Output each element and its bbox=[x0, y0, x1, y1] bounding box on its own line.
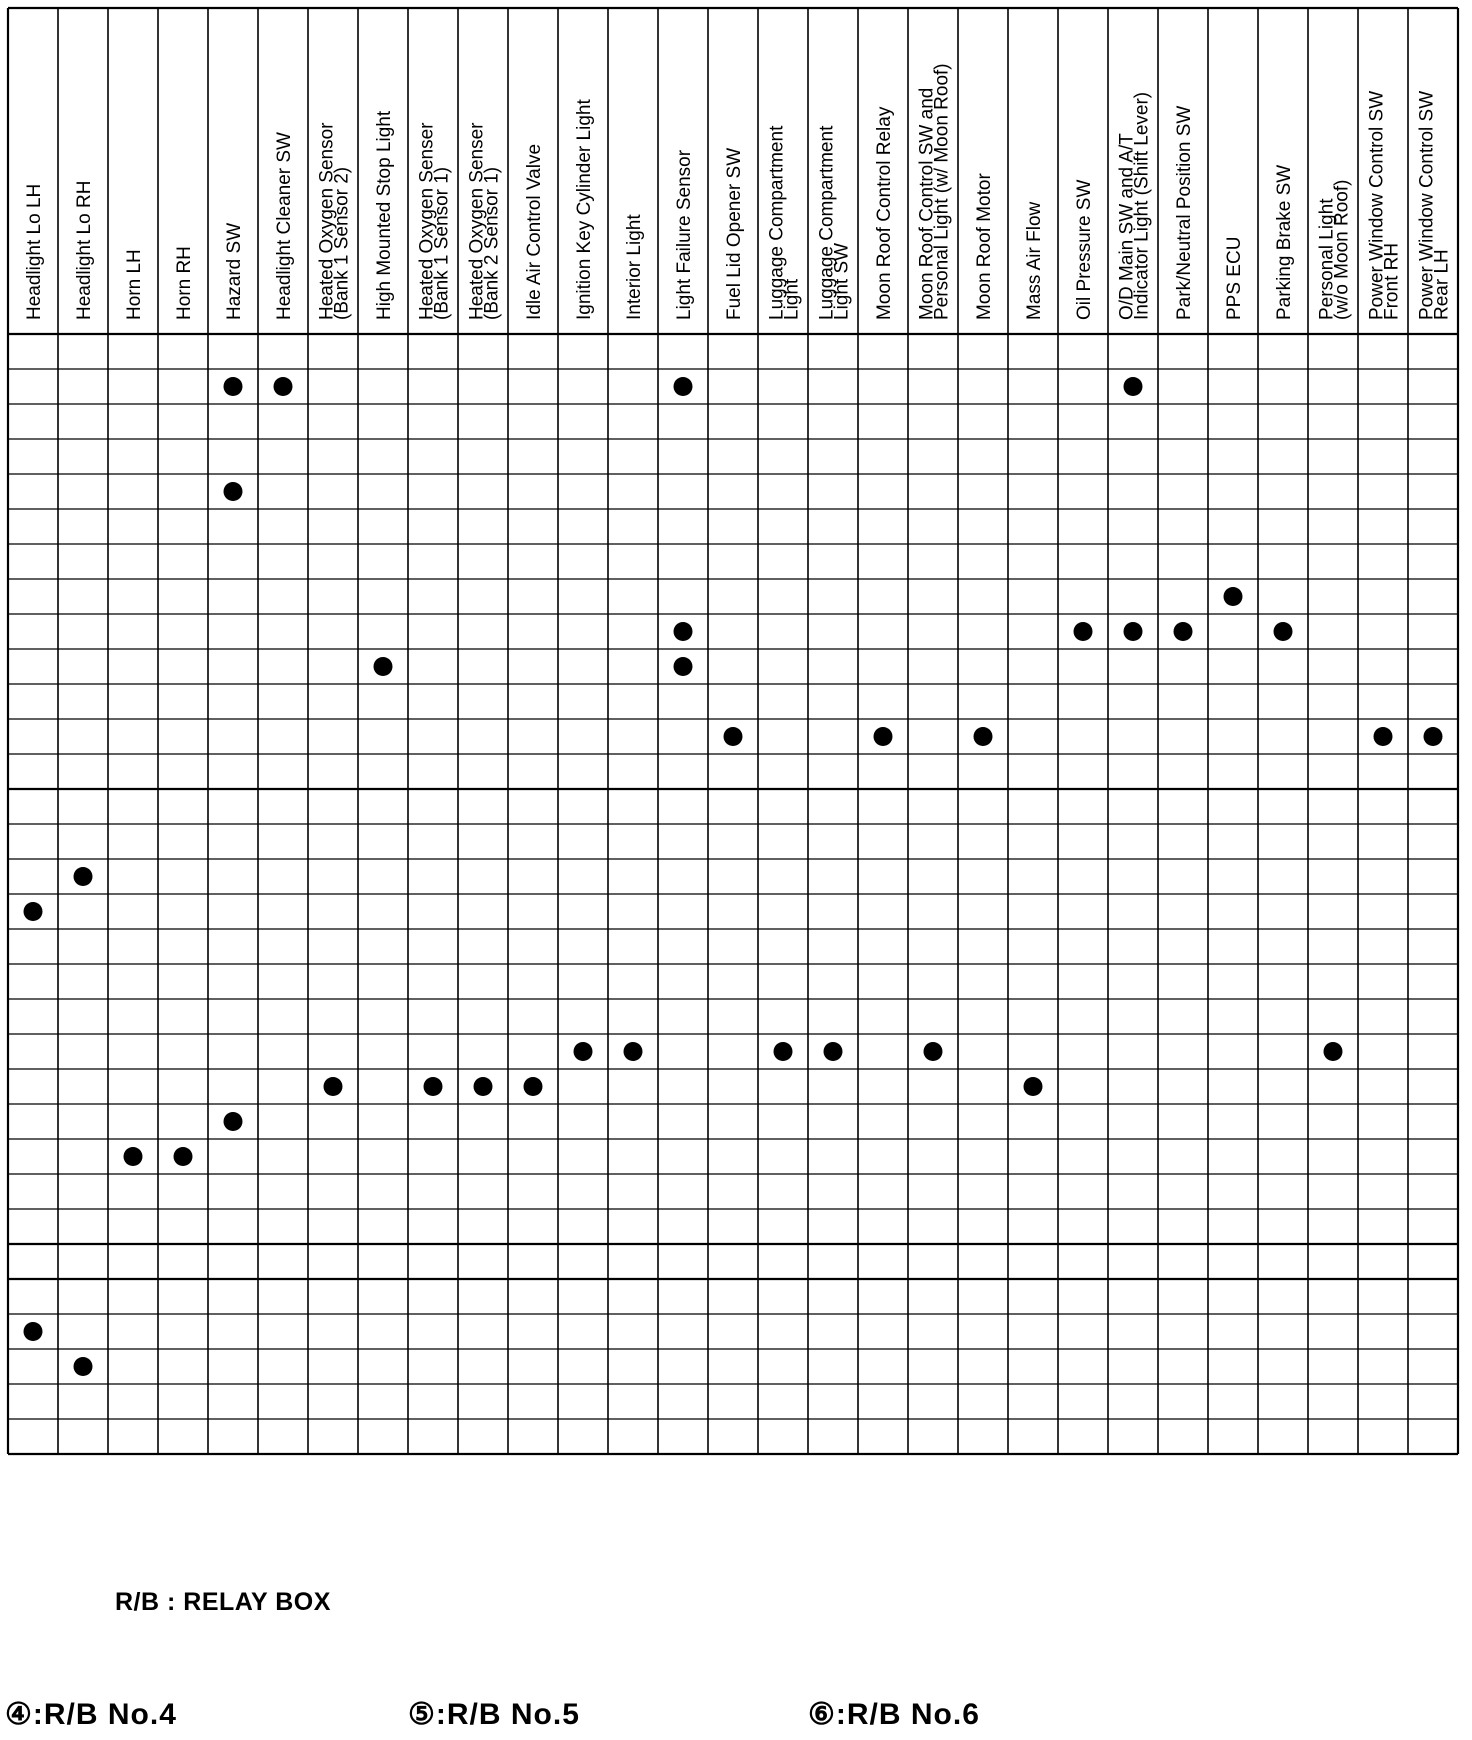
column-header-label: Idle Air Control Valve bbox=[524, 143, 545, 320]
connection-dot bbox=[674, 377, 693, 396]
connection-dot bbox=[924, 1042, 943, 1061]
column-header-label: Power Window Control SW bbox=[1416, 90, 1438, 320]
column-header-label: Moon Roof Control SW and bbox=[916, 87, 938, 320]
column-header-label: Heated Oxygen Senser bbox=[416, 122, 438, 320]
column-header-label: Light Failure Sensor bbox=[674, 149, 695, 320]
column-header-label: (Bank 1 Sensor 1) bbox=[431, 166, 453, 320]
connection-dot bbox=[124, 1147, 143, 1166]
connection-dot bbox=[424, 1077, 443, 1096]
column-header-label: Hazard SW bbox=[224, 222, 245, 320]
connection-dot bbox=[574, 1042, 593, 1061]
connection-dot bbox=[224, 482, 243, 501]
column-header-label: Headlight Lo LH bbox=[24, 183, 45, 320]
connection-dot bbox=[1324, 1042, 1343, 1061]
column-header-label: PPS ECU bbox=[1224, 236, 1245, 320]
connection-dot bbox=[1424, 727, 1443, 746]
connection-dot bbox=[74, 1357, 93, 1376]
column-header-label: Headlight Lo RH bbox=[74, 180, 95, 320]
column-header-label: Fuel Lid Opener SW bbox=[724, 147, 745, 320]
column-header-label: (w/o Moon Roof) bbox=[1331, 179, 1353, 320]
connection-dot bbox=[1174, 622, 1193, 641]
column-header-label: (Bank 1 Sensor 2) bbox=[331, 166, 353, 320]
column-header-label: Light SW bbox=[831, 242, 853, 320]
column-header-label: Personal Light bbox=[1316, 198, 1338, 320]
column-header-label: Front RH bbox=[1381, 242, 1403, 320]
connection-dot bbox=[74, 867, 93, 886]
connection-dot bbox=[724, 727, 743, 746]
connection-dot bbox=[174, 1147, 193, 1166]
column-header-label: Ignition Key Cylinder Light bbox=[574, 99, 595, 320]
connection-dot bbox=[224, 1112, 243, 1131]
column-header-label: Parking Brake SW bbox=[1274, 164, 1295, 320]
column-header-label: (Bank 2 Sensor 1) bbox=[481, 166, 503, 320]
column-header-label: Rear LH bbox=[1431, 249, 1453, 320]
connection-dot bbox=[824, 1042, 843, 1061]
column-header-label: High Mounted Stop Light bbox=[374, 110, 395, 320]
column-header-label: Park/Neutral Position SW bbox=[1174, 105, 1195, 320]
column-header-label: Luggage Compartment bbox=[766, 125, 788, 320]
column-header-label: Indicator Light (Shift Lever) bbox=[1131, 91, 1153, 320]
column-header-label: Interior Light bbox=[624, 214, 645, 320]
connection-dot bbox=[24, 1322, 43, 1341]
connection-dot bbox=[1124, 622, 1143, 641]
connection-dot bbox=[324, 1077, 343, 1096]
legend-title: R/B : RELAY BOX bbox=[115, 1588, 331, 1616]
column-header-label: Moon Roof Motor bbox=[974, 173, 995, 320]
footer-rb-no6: ⑥:R/B No.6 bbox=[808, 1698, 980, 1731]
connection-dot bbox=[374, 657, 393, 676]
column-header-label: Personal Light (w/ Moon Roof) bbox=[931, 63, 953, 320]
connection-dot bbox=[1124, 377, 1143, 396]
column-header-label: Luggage Compartment bbox=[816, 125, 838, 320]
connection-dot bbox=[274, 377, 293, 396]
footer-rb-no5: ⑤:R/B No.5 bbox=[408, 1698, 580, 1731]
column-header-label: Horn LH bbox=[124, 249, 145, 320]
connection-dot bbox=[774, 1042, 793, 1061]
connection-dot bbox=[674, 622, 693, 641]
connection-dots bbox=[24, 377, 1443, 1376]
connection-dot bbox=[474, 1077, 493, 1096]
connection-dot bbox=[24, 902, 43, 921]
column-header-label: Headlight Cleaner SW bbox=[274, 132, 295, 320]
column-header-label: O/D Main SW and A/T bbox=[1116, 133, 1138, 320]
column-headers bbox=[24, 63, 1453, 320]
column-header-label: Heated Oxygen Senser bbox=[466, 122, 488, 320]
connection-dot bbox=[1224, 587, 1243, 606]
connection-dot bbox=[1274, 622, 1293, 641]
connection-dot bbox=[974, 727, 993, 746]
connection-dot bbox=[524, 1077, 543, 1096]
connection-dot bbox=[674, 657, 693, 676]
column-header-label: Moon Roof Control Relay bbox=[874, 106, 895, 320]
column-header-label: Light bbox=[781, 278, 803, 320]
connection-dot bbox=[624, 1042, 643, 1061]
connection-dot bbox=[224, 377, 243, 396]
column-header-label: Oil Pressure SW bbox=[1074, 179, 1095, 320]
footer-rb-no4: ④:R/B No.4 bbox=[5, 1698, 177, 1731]
column-header-label: Heated Oxygen Sensor bbox=[316, 122, 338, 320]
column-header-label: Mass Air Flow bbox=[1024, 201, 1045, 320]
connection-dot bbox=[1074, 622, 1093, 641]
connection-dot bbox=[1024, 1077, 1043, 1096]
connection-dot bbox=[874, 727, 893, 746]
column-header-label: Power Window Control SW bbox=[1366, 90, 1388, 320]
connection-dot bbox=[1374, 727, 1393, 746]
column-header-label: Horn RH bbox=[174, 246, 195, 320]
